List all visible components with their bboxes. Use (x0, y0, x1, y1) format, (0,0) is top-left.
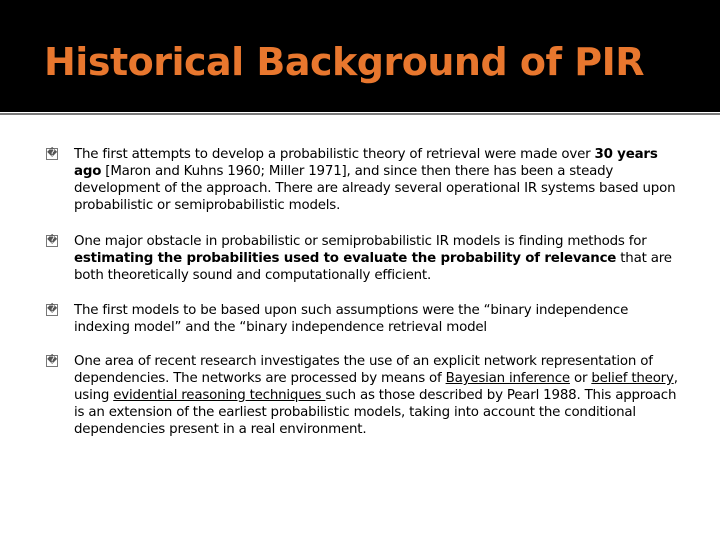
bullet-marker-icon: � (47, 235, 58, 246)
title-divider (0, 113, 720, 115)
bullet-text-emphasis: 30 years ago (74, 147, 658, 179)
bullet-marker-icon: � (47, 304, 58, 315)
bullet-text (74, 233, 686, 284)
bullet-marker-icon: � (47, 148, 58, 159)
title-bar (0, 0, 720, 112)
bullet-text (74, 353, 686, 438)
bullet-text-link: belief theory (591, 371, 674, 386)
bullet-text-part: One area of recent research investigates the use of an explicit network representation of dependencies. The networks are processed by means of (74, 354, 653, 386)
bullet-item (46, 353, 686, 438)
bullet-text (74, 302, 686, 336)
bullet-text-part: or (569, 371, 592, 386)
bullet-text-link: Bayesian inference (445, 371, 570, 386)
bullet-text-part: One major obstacle in probabilistic or semiprobabilistic IR models is finding methods for (74, 234, 647, 249)
bullet-text-part: [Maron and Kuhns 1960; Miller 1971], and since then there has been a steady development of the approach. There are already several operational IR systems based upon probabilistic or semiprobabilistic models. (74, 164, 676, 213)
bullet-item (46, 302, 686, 336)
bullet-text-part: , using (74, 371, 678, 403)
bullet-marker-icon: � (47, 355, 58, 366)
bullet-text-part: such as those described by Pearl 1988. This approach is an extension of the earliest probabilistic models, taking into account the conditional dependencies present in a real environment. (74, 388, 677, 437)
bullet-text (74, 146, 686, 214)
bullet-item (46, 146, 686, 214)
bullet-text-link: evidential reasoning techniques (113, 388, 326, 403)
bullet-item (46, 233, 686, 284)
bullet-text-part: that are both theoretically sound and computationally efficient. (74, 251, 672, 283)
bullet-text-part: The first models to be based upon such assumptions were the “binary independence indexing model” and the “binary independence retrieval model (74, 303, 629, 335)
slide-title: Historical Background of PIR (44, 40, 645, 84)
bullet-text-part: The first attempts to develop a probabilistic theory of retrieval were made over (74, 147, 595, 162)
bullet-text-emphasis: estimating the probabilities used to evaluate the probability of relevance (74, 251, 617, 266)
